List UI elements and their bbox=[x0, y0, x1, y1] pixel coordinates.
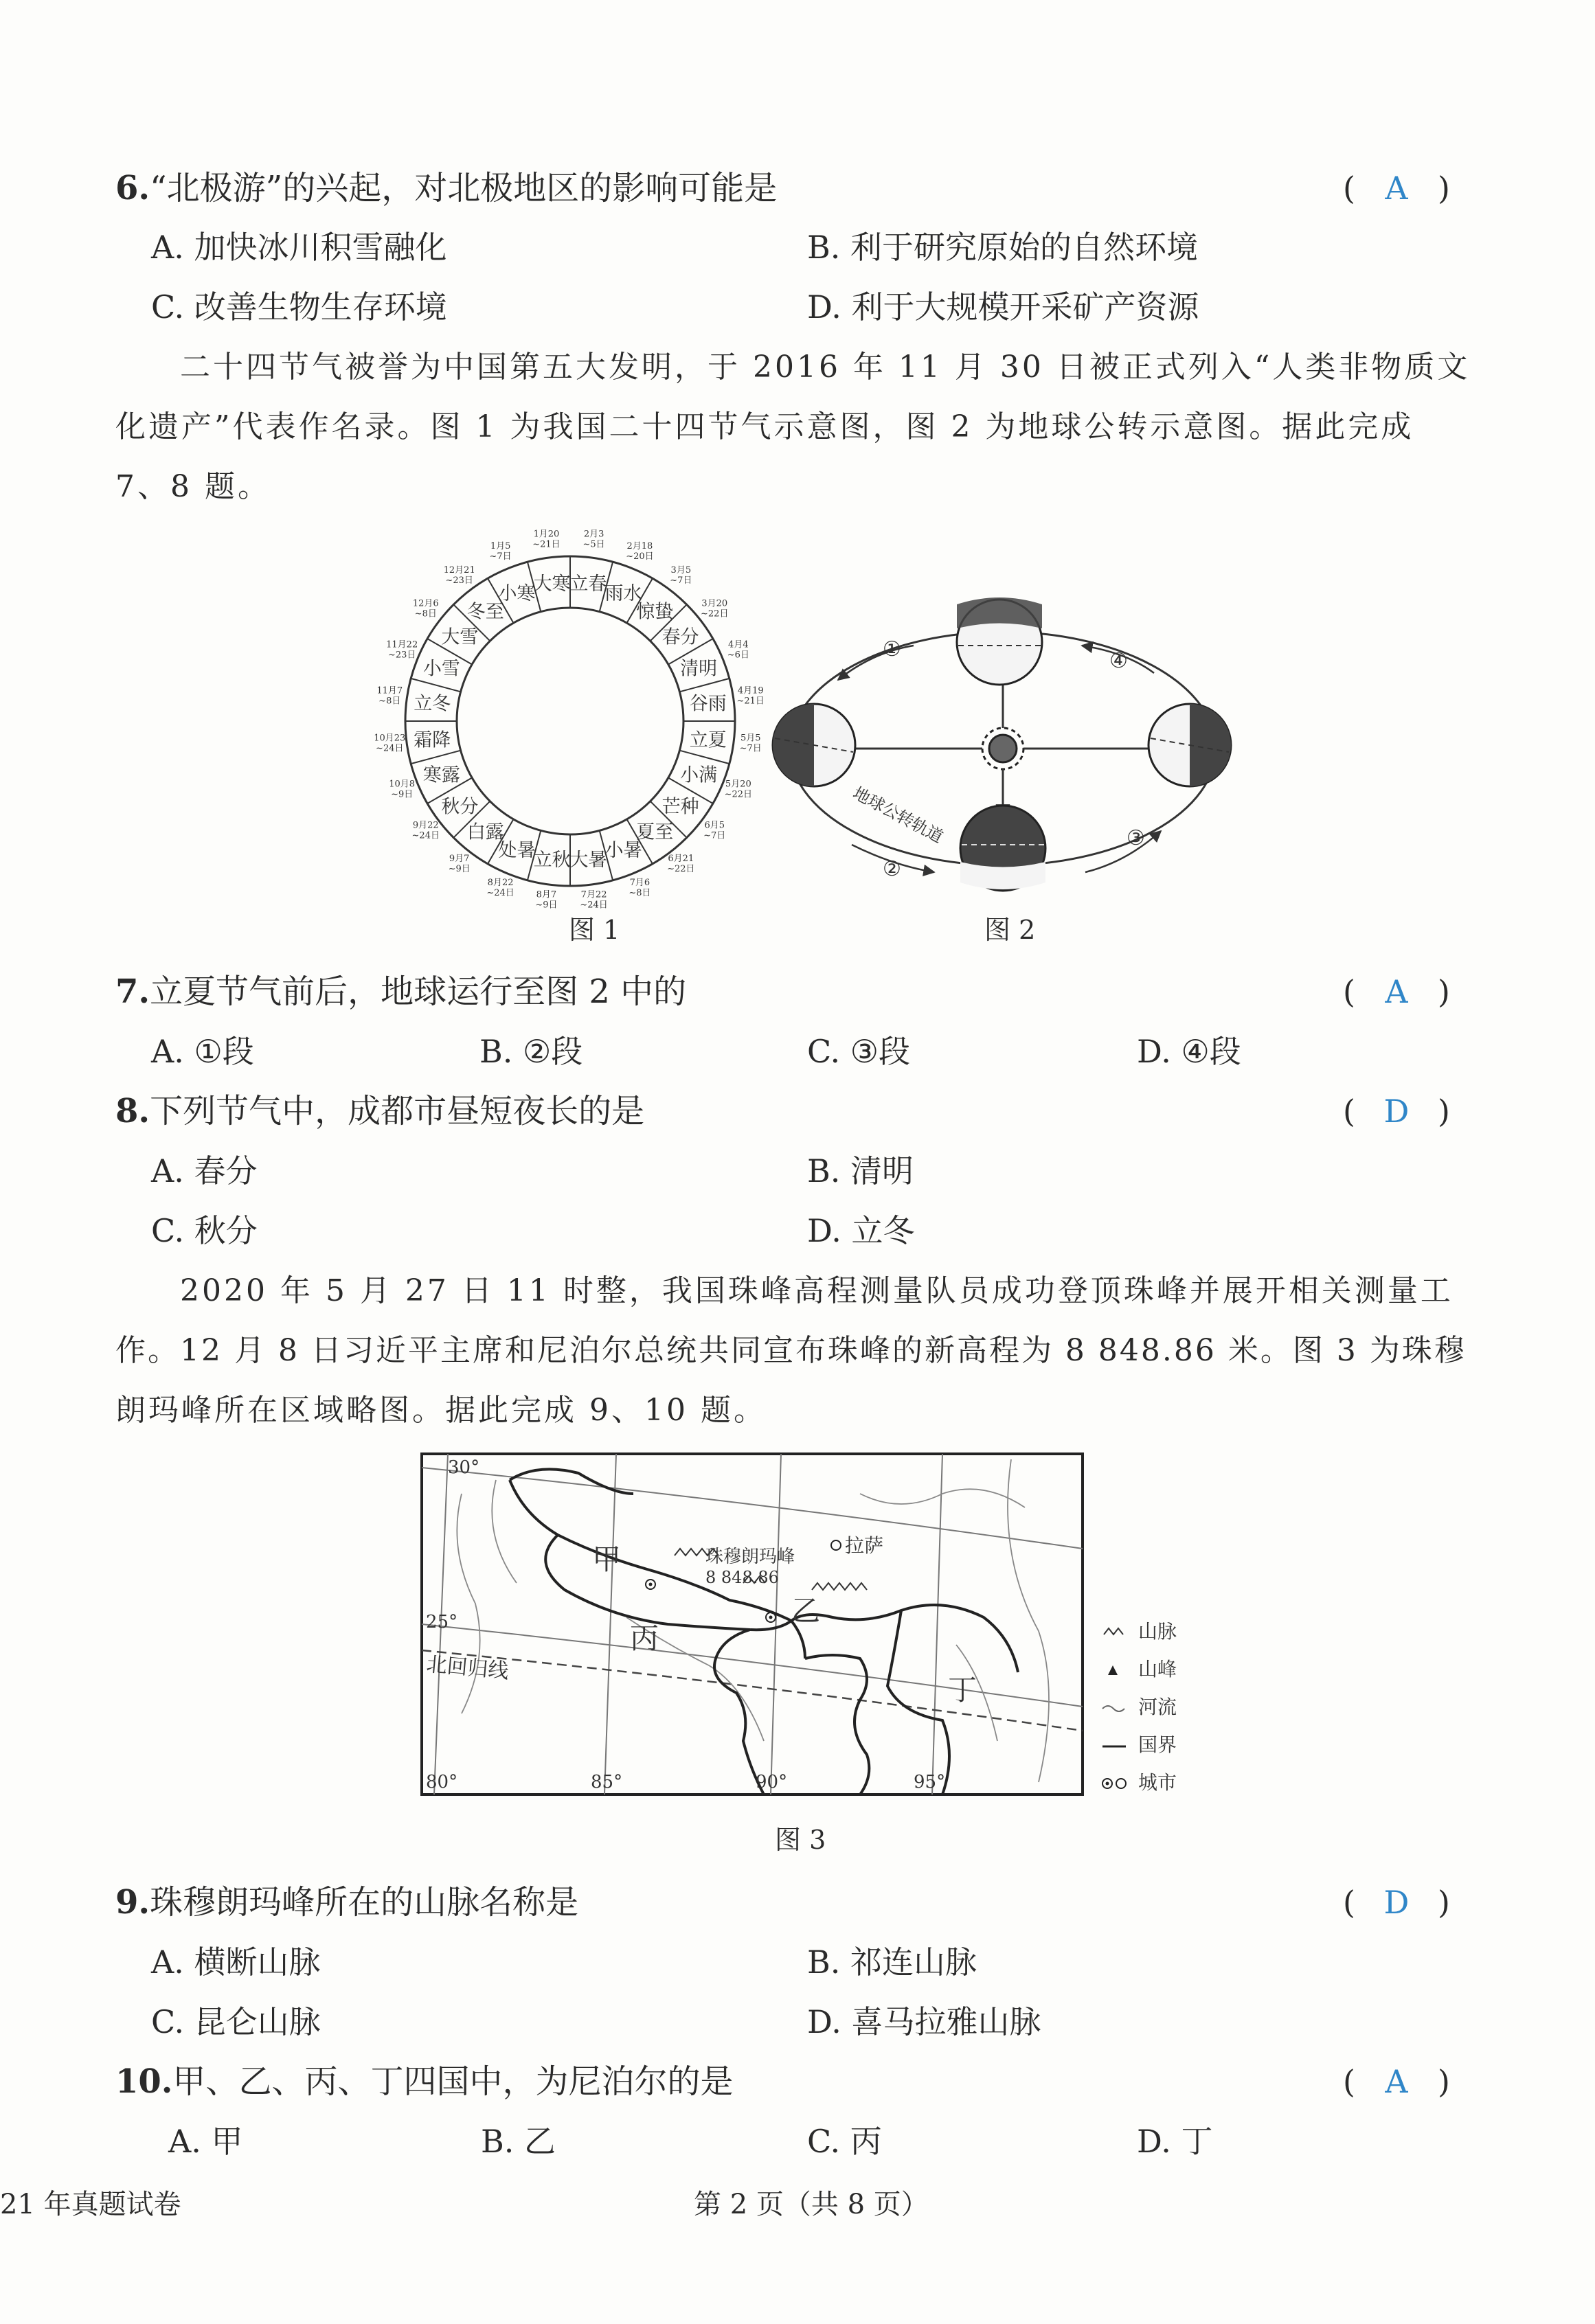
figure-1-caption: 图 1 bbox=[569, 915, 620, 945]
solar-term-date: ~20日 bbox=[626, 551, 654, 562]
solar-term-date: ~24日 bbox=[580, 900, 608, 911]
q6-option-d: D. 利于大规模开采矿产资源 bbox=[807, 288, 1199, 326]
solar-term-date: ~7日 bbox=[739, 743, 762, 754]
solar-term-date: ~22日 bbox=[667, 864, 695, 875]
solar-term-date: ~7日 bbox=[670, 575, 692, 586]
solar-term-date: ~24日 bbox=[376, 743, 404, 754]
legend-river-icon bbox=[1102, 1706, 1124, 1711]
solar-term-date: 4月4 bbox=[728, 639, 749, 650]
solar-term-label: 霜降 bbox=[414, 729, 451, 751]
country-ding-label: 丁 bbox=[948, 1673, 977, 1707]
solar-term-date: 12月6 bbox=[412, 598, 439, 609]
q9-option-d: D. 喜马拉雅山脉 bbox=[807, 2003, 1041, 2040]
solar-term-label: 惊蛰 bbox=[636, 601, 674, 623]
q10-option-c: C. 丙 bbox=[807, 2123, 882, 2160]
footer-left: 21 年真题试卷 bbox=[0, 2189, 181, 2220]
term-divider bbox=[411, 751, 460, 764]
solar-term-label: 立秋 bbox=[533, 849, 571, 871]
solar-term-date: 2月18 bbox=[626, 541, 653, 552]
question-8-stem: 8.下列节气中，成都市昼短夜长的是 bbox=[115, 1092, 645, 1130]
lon-90-label: 90° bbox=[756, 1772, 788, 1792]
solar-term-label: 大寒 bbox=[533, 573, 571, 595]
solar-term-label: 小满 bbox=[680, 764, 718, 786]
question-9-answer: ( D ) bbox=[1343, 1882, 1450, 1923]
answer-value: A bbox=[1385, 170, 1408, 207]
solar-term-date: ~9日 bbox=[448, 864, 471, 875]
solar-term-date: ~22日 bbox=[724, 789, 753, 800]
solar-term-date: ~5日 bbox=[582, 539, 605, 550]
solar-term-date: 6月5 bbox=[704, 820, 725, 831]
question-9-stem: 9.珠穆朗玛峰所在的山脉名称是 bbox=[115, 1883, 579, 1922]
solar-term-label: 春分 bbox=[661, 626, 699, 648]
q7-option-b: B. ②段 bbox=[479, 1033, 583, 1070]
q10-option-b: B. 乙 bbox=[481, 2123, 556, 2160]
earth-bottom bbox=[960, 806, 1045, 891]
svg-text:河流: 河流 bbox=[1138, 1696, 1177, 1718]
solar-term-label: 白露 bbox=[466, 821, 504, 843]
svg-text:国界: 国界 bbox=[1138, 1733, 1177, 1756]
q6-option-a: A. 加快冰川积雪融化 bbox=[151, 229, 447, 266]
solar-term-date: ~22日 bbox=[701, 608, 729, 619]
solar-term-date: ~9日 bbox=[391, 789, 414, 800]
everest-region-map bbox=[420, 1452, 1190, 1803]
solar-term-date: 12月21 bbox=[443, 565, 475, 576]
legend-mountain-icon bbox=[1104, 1628, 1123, 1634]
lat-25-label: 25° bbox=[426, 1612, 458, 1632]
intro2-line-3: 朗玛峰所在区域略图。据此完成 9、10 题。 bbox=[115, 1393, 767, 1428]
tropic-label: 北回归线 bbox=[425, 1652, 510, 1684]
figure-3-caption: 图 3 bbox=[775, 1825, 826, 1855]
solar-term-date: 11月22 bbox=[386, 639, 418, 650]
segment-3-label: ③ bbox=[1127, 826, 1145, 850]
answer-value: A bbox=[1385, 973, 1408, 1010]
solar-term-date: ~23日 bbox=[387, 650, 416, 661]
solar-term-label: 立春 bbox=[569, 573, 607, 595]
segment-1-arrow bbox=[838, 646, 914, 680]
legend-city-icon bbox=[1102, 1779, 1126, 1788]
earth-top bbox=[957, 597, 1042, 685]
solar-term-label: 大暑 bbox=[569, 849, 607, 871]
solar-term-date: ~8日 bbox=[629, 887, 651, 898]
solar-term-date: 5月5 bbox=[740, 733, 761, 744]
inner-ring bbox=[457, 608, 683, 834]
orbit-label: 地球公转轨道 bbox=[850, 783, 947, 847]
solar-term-date: ~9日 bbox=[535, 900, 558, 911]
answer-value: D bbox=[1383, 1093, 1410, 1130]
intro1-line-3: 7、8 题。 bbox=[115, 469, 271, 504]
q8-option-b: B. 清明 bbox=[807, 1152, 914, 1189]
svg-text:城市: 城市 bbox=[1138, 1771, 1177, 1794]
solar-term-date: ~23日 bbox=[445, 575, 473, 586]
question-10-answer: ( A ) bbox=[1343, 2061, 1450, 2102]
solar-term-date: ~21日 bbox=[736, 696, 765, 707]
solar-term-label: 立冬 bbox=[414, 693, 451, 715]
solar-term-label: 寒露 bbox=[422, 764, 460, 786]
solar-term-label: 雨水 bbox=[604, 582, 642, 604]
country-yi-label: 乙 bbox=[791, 1594, 821, 1628]
q9-option-a: A. 横断山脉 bbox=[151, 1944, 321, 1981]
svg-text:山脉: 山脉 bbox=[1138, 1620, 1177, 1643]
earth-left bbox=[773, 704, 855, 786]
peak-name-label: 珠穆朗玛峰 bbox=[705, 1547, 795, 1567]
solar-term-date: ~8日 bbox=[414, 608, 437, 619]
q6-option-b: B. 利于研究原始的自然环境 bbox=[807, 229, 1199, 266]
segment-4-label: ④ bbox=[1109, 649, 1128, 673]
segment-1-label: ① bbox=[883, 637, 901, 661]
solar-term-date: 7月22 bbox=[580, 889, 607, 900]
question-7-stem: 7.立夏节气前后，地球运行至图 2 中的 bbox=[115, 972, 687, 1011]
solar-term-date: 1月20 bbox=[533, 529, 560, 540]
q10-option-d: D. 丁 bbox=[1137, 2123, 1213, 2160]
solar-terms-diagram bbox=[371, 522, 765, 911]
figure-2-caption: 图 2 bbox=[984, 915, 1036, 945]
solar-term-date: ~21日 bbox=[532, 539, 561, 550]
solar-term-date: 2月3 bbox=[583, 529, 604, 540]
segment-2-label: ② bbox=[883, 857, 901, 881]
solar-term-date: 10月8 bbox=[389, 779, 416, 790]
question-6-stem: 6.“北极游”的兴起，对北极地区的影响可能是 bbox=[115, 169, 778, 207]
peak-height-label: 8 848.86 bbox=[705, 1568, 779, 1587]
lhasa-label: 拉萨 bbox=[845, 1534, 884, 1557]
question-6-answer: ( A ) bbox=[1343, 168, 1450, 209]
solar-term-label: 谷雨 bbox=[689, 693, 727, 715]
solar-term-label: 秋分 bbox=[441, 796, 479, 818]
solar-term-label: 立夏 bbox=[689, 729, 727, 751]
q6-option-c: C. 改善生物生存环境 bbox=[151, 288, 447, 326]
term-divider bbox=[679, 751, 729, 764]
solar-term-label: 大雪 bbox=[441, 626, 479, 648]
solar-term-label: 清明 bbox=[680, 658, 718, 680]
solar-term-date: 7月6 bbox=[629, 877, 651, 888]
solar-term-date: ~6日 bbox=[727, 650, 749, 661]
country-bing-label: 丙 bbox=[630, 1621, 659, 1655]
q8-option-c: C. 秋分 bbox=[151, 1212, 258, 1249]
solar-term-label: 小暑 bbox=[604, 840, 642, 862]
solar-term-date: ~8日 bbox=[378, 696, 401, 707]
question-8-answer: ( D ) bbox=[1343, 1091, 1450, 1132]
solar-term-date: 1月5 bbox=[490, 541, 511, 552]
lon-95-label: 95° bbox=[914, 1772, 946, 1792]
solar-term-label: 夏至 bbox=[636, 821, 674, 843]
q8-option-d: D. 立冬 bbox=[807, 1212, 915, 1249]
lon-85-label: 85° bbox=[591, 1772, 623, 1792]
map-legend bbox=[1102, 1620, 1177, 1794]
intro1-line-1: 二十四节气被誉为中国第五大发明，于 2016 年 11 月 30 日被正式列入“人类非物质文 bbox=[180, 350, 1471, 385]
solar-term-date: ~24日 bbox=[486, 887, 514, 898]
intro1-line-2: 化遗产”代表作名录。图 1 为我国二十四节气示意图，图 2 为地球公转示意图。据此完成 bbox=[115, 409, 1414, 444]
q7-option-d: D. ④段 bbox=[1137, 1033, 1241, 1070]
question-10-stem: 10.甲、乙、丙、丁四国中，为尼泊尔的是 bbox=[115, 2062, 734, 2101]
earth-right bbox=[1149, 704, 1231, 786]
solar-term-date: 8月22 bbox=[487, 877, 514, 888]
q9-option-c: C. 昆仑山脉 bbox=[151, 2003, 321, 2040]
solar-term-date: 6月21 bbox=[668, 854, 694, 865]
solar-term-label: 冬至 bbox=[466, 601, 504, 623]
q7-option-c: C. ③段 bbox=[807, 1033, 911, 1070]
solar-term-date: 3月5 bbox=[670, 565, 692, 576]
solar-term-date: 8月7 bbox=[536, 889, 557, 900]
country-jia-label: 甲 bbox=[592, 1542, 622, 1576]
solar-term-date: 11月7 bbox=[376, 685, 403, 696]
solar-term-date: 3月20 bbox=[701, 598, 728, 609]
q8-option-a: A. 春分 bbox=[151, 1152, 258, 1189]
solar-term-date: ~24日 bbox=[411, 830, 440, 841]
solar-term-label: 小寒 bbox=[498, 582, 536, 604]
question-7-answer: ( A ) bbox=[1343, 971, 1450, 1012]
intro2-line-2: 作。12 月 8 日习近平主席和尼泊尔总统共同宣布珠峰的新高程为 8 848.86 米。图 3 为珠穆 bbox=[115, 1333, 1467, 1368]
solar-term-date: ~7日 bbox=[703, 830, 726, 841]
answer-value: A bbox=[1385, 2063, 1408, 2100]
solar-term-label: 处暑 bbox=[498, 840, 536, 862]
solar-term-date: 9月7 bbox=[449, 854, 470, 865]
solar-term-date: 9月22 bbox=[412, 820, 439, 831]
solar-term-date: ~7日 bbox=[489, 551, 512, 562]
answer-value: D bbox=[1383, 1884, 1410, 1921]
earth-orbit-diagram bbox=[769, 591, 1236, 907]
intro2-line-1: 2020 年 5 月 27 日 11 时整，我国珠峰高程测量队员成功登顶珠峰并展开相关测量工 bbox=[180, 1273, 1453, 1308]
solar-term-date: 4月19 bbox=[737, 685, 764, 696]
term-divider bbox=[679, 679, 729, 692]
solar-term-label: 芒种 bbox=[661, 796, 699, 818]
q10-option-a: A. 甲 bbox=[168, 2123, 243, 2160]
sun-icon bbox=[982, 728, 1023, 769]
solar-term-date: 10月23 bbox=[374, 733, 406, 744]
solar-term-label: 小雪 bbox=[422, 658, 460, 680]
svg-text:山峰: 山峰 bbox=[1138, 1658, 1177, 1681]
lat-30-label: 30° bbox=[448, 1457, 480, 1478]
legend-peak-icon bbox=[1108, 1665, 1118, 1675]
q7-option-a: A. ①段 bbox=[151, 1033, 254, 1070]
term-divider bbox=[411, 679, 460, 692]
segment-3-arrow bbox=[1085, 831, 1161, 872]
lon-80-label: 80° bbox=[426, 1772, 458, 1792]
solar-term-date: 5月20 bbox=[725, 779, 751, 790]
q9-option-b: B. 祁连山脉 bbox=[807, 1944, 977, 1981]
footer-page-number: 第 2 页（共 8 页） bbox=[694, 2189, 929, 2220]
